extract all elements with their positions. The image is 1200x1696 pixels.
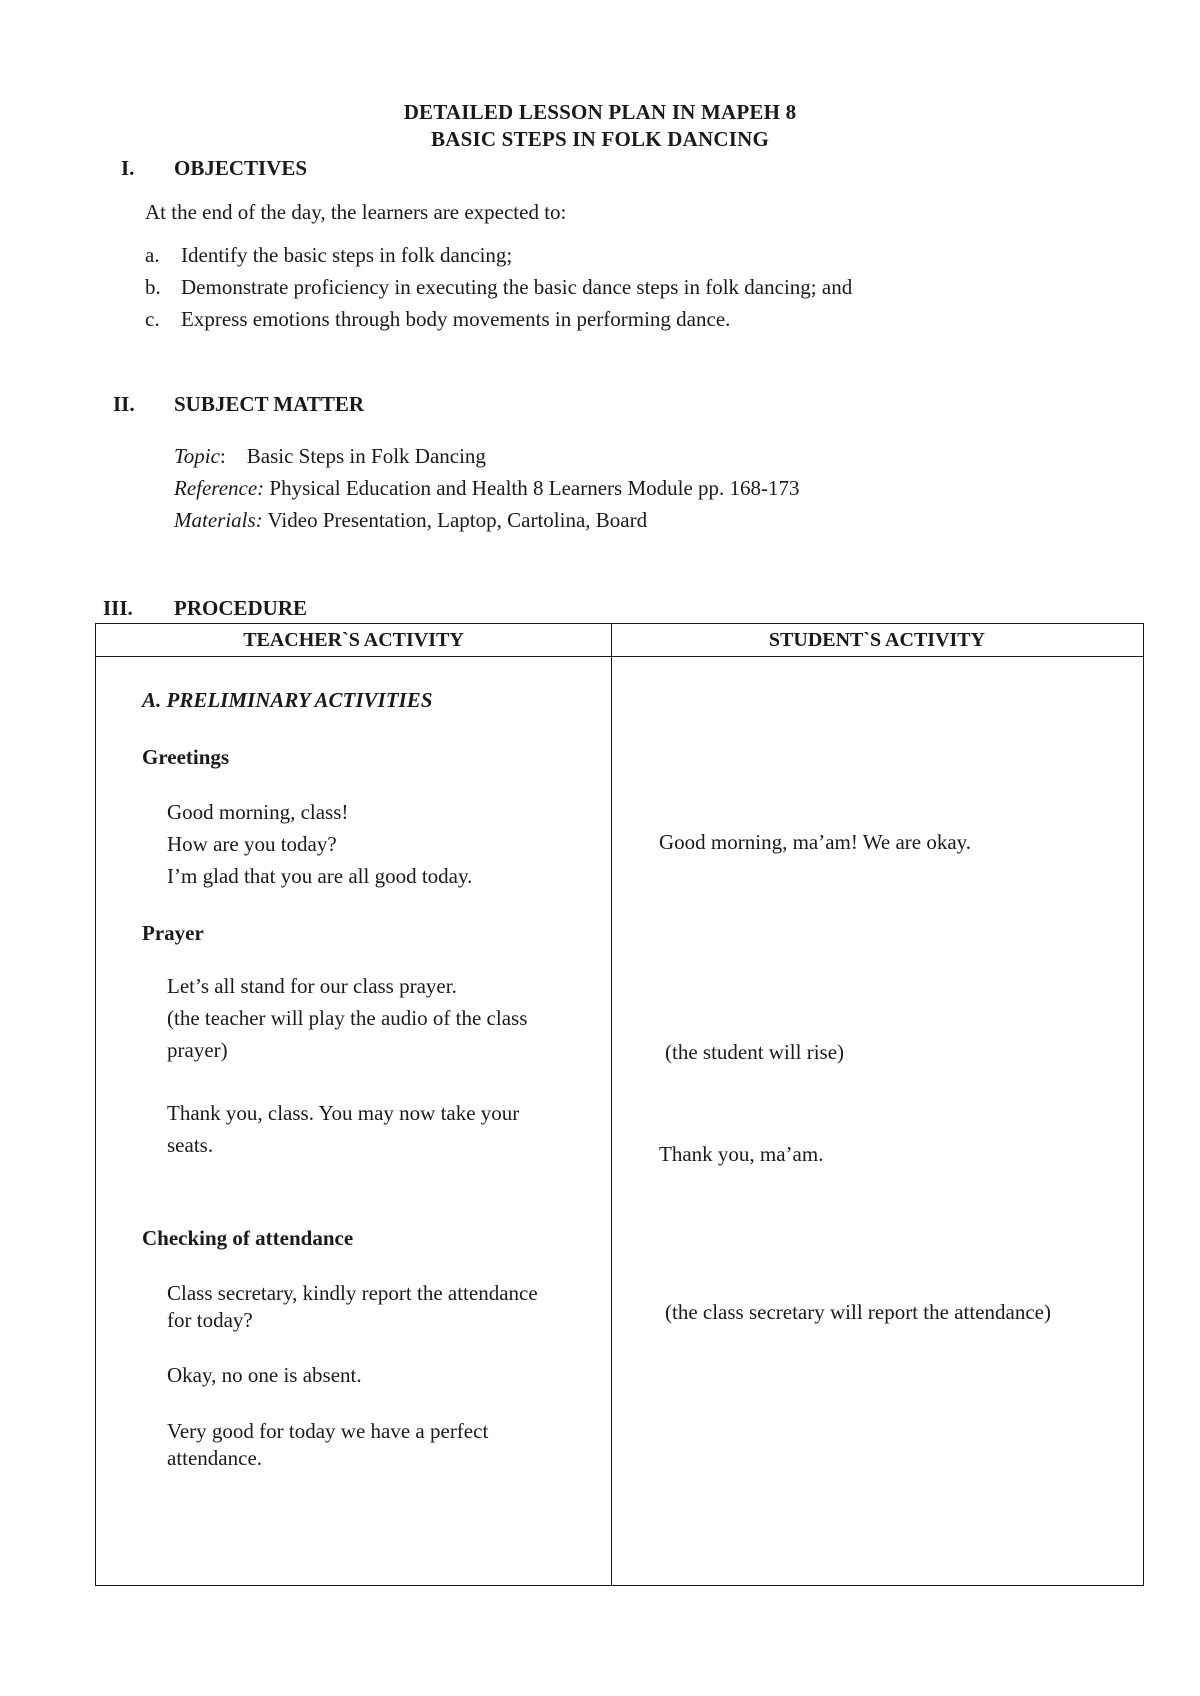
student-line: Thank you, ma’am. <box>659 1142 824 1166</box>
topic-value: Basic Steps in Folk Dancing <box>246 444 486 468</box>
topic-colon: : <box>219 444 247 468</box>
student-activity-header: STUDENT`S ACTIVITY <box>768 629 986 651</box>
teacher-line: seats. <box>167 1133 214 1157</box>
objectives-intro: At the end of the day, the learners are expected to: <box>145 200 567 224</box>
materials-line <box>174 508 647 533</box>
student-line: (the student will rise) <box>665 1040 845 1064</box>
teacher-activity-header: TEACHER`S ACTIVITY <box>243 629 464 651</box>
objectives-heading: OBJECTIVES <box>174 156 308 180</box>
reference-line <box>174 476 800 501</box>
teacher-line: Thank you, class. You may now take your <box>167 1101 520 1125</box>
teacher-line: (the teacher will play the audio of the class <box>167 1006 528 1030</box>
procedure-number: III. <box>103 596 133 620</box>
document-title: DETAILED LESSON PLAN IN MAPEH 8 <box>403 100 797 124</box>
objective-marker: a. <box>145 243 160 267</box>
subject-matter-heading: SUBJECT MATTER <box>174 392 365 416</box>
materials-label: Materials: <box>174 508 263 532</box>
topic-label: Topic <box>174 444 220 468</box>
objectives-number: I. <box>121 156 135 180</box>
teacher-line: Let’s all stand for our class prayer. <box>167 974 457 998</box>
document-subtitle: BASIC STEPS IN FOLK DANCING <box>431 127 769 151</box>
column-divider <box>611 624 612 1585</box>
teacher-line: Okay, no one is absent. <box>167 1363 362 1387</box>
procedure-heading: PROCEDURE <box>174 596 308 620</box>
attendance-heading: Checking of attendance <box>142 1226 354 1250</box>
objective-marker: c. <box>145 307 160 331</box>
teacher-line: Very good for today we have a perfect <box>167 1419 489 1443</box>
teacher-line: Class secretary, kindly report the attendance <box>167 1281 538 1305</box>
student-line: Good morning, ma’am! We are okay. <box>659 830 972 854</box>
preliminary-activities-heading: A. PRELIMINARY ACTIVITIES <box>142 688 433 712</box>
teacher-line: prayer) <box>167 1038 228 1062</box>
teacher-line: for today? <box>167 1308 253 1332</box>
header-divider <box>96 656 1143 657</box>
materials-value: Video Presentation, Laptop, Cartolina, Board <box>267 508 648 532</box>
reference-value: Physical Education and Health 8 Learners Module pp. 168-173 <box>269 476 800 500</box>
teacher-line: attendance. <box>167 1446 263 1470</box>
student-line: (the class secretary will report the attendance) <box>665 1300 1051 1324</box>
teacher-line: I’m glad that you are all good today. <box>167 864 473 888</box>
objective-item: Express emotions through body movements in performing dance. <box>181 307 731 331</box>
teacher-line: Good morning, class! <box>167 800 349 824</box>
subject-matter-number: II. <box>113 392 135 416</box>
objective-item: Identify the basic steps in folk dancing; <box>181 243 513 267</box>
topic-line <box>174 444 486 469</box>
reference-label: Reference: <box>174 476 265 500</box>
teacher-line: How are you today? <box>167 832 337 856</box>
objective-item: Demonstrate proficiency in executing the basic dance steps in folk dancing; and <box>181 275 853 299</box>
objective-marker: b. <box>145 275 161 299</box>
greetings-heading: Greetings <box>142 745 230 769</box>
prayer-heading: Prayer <box>142 921 204 945</box>
